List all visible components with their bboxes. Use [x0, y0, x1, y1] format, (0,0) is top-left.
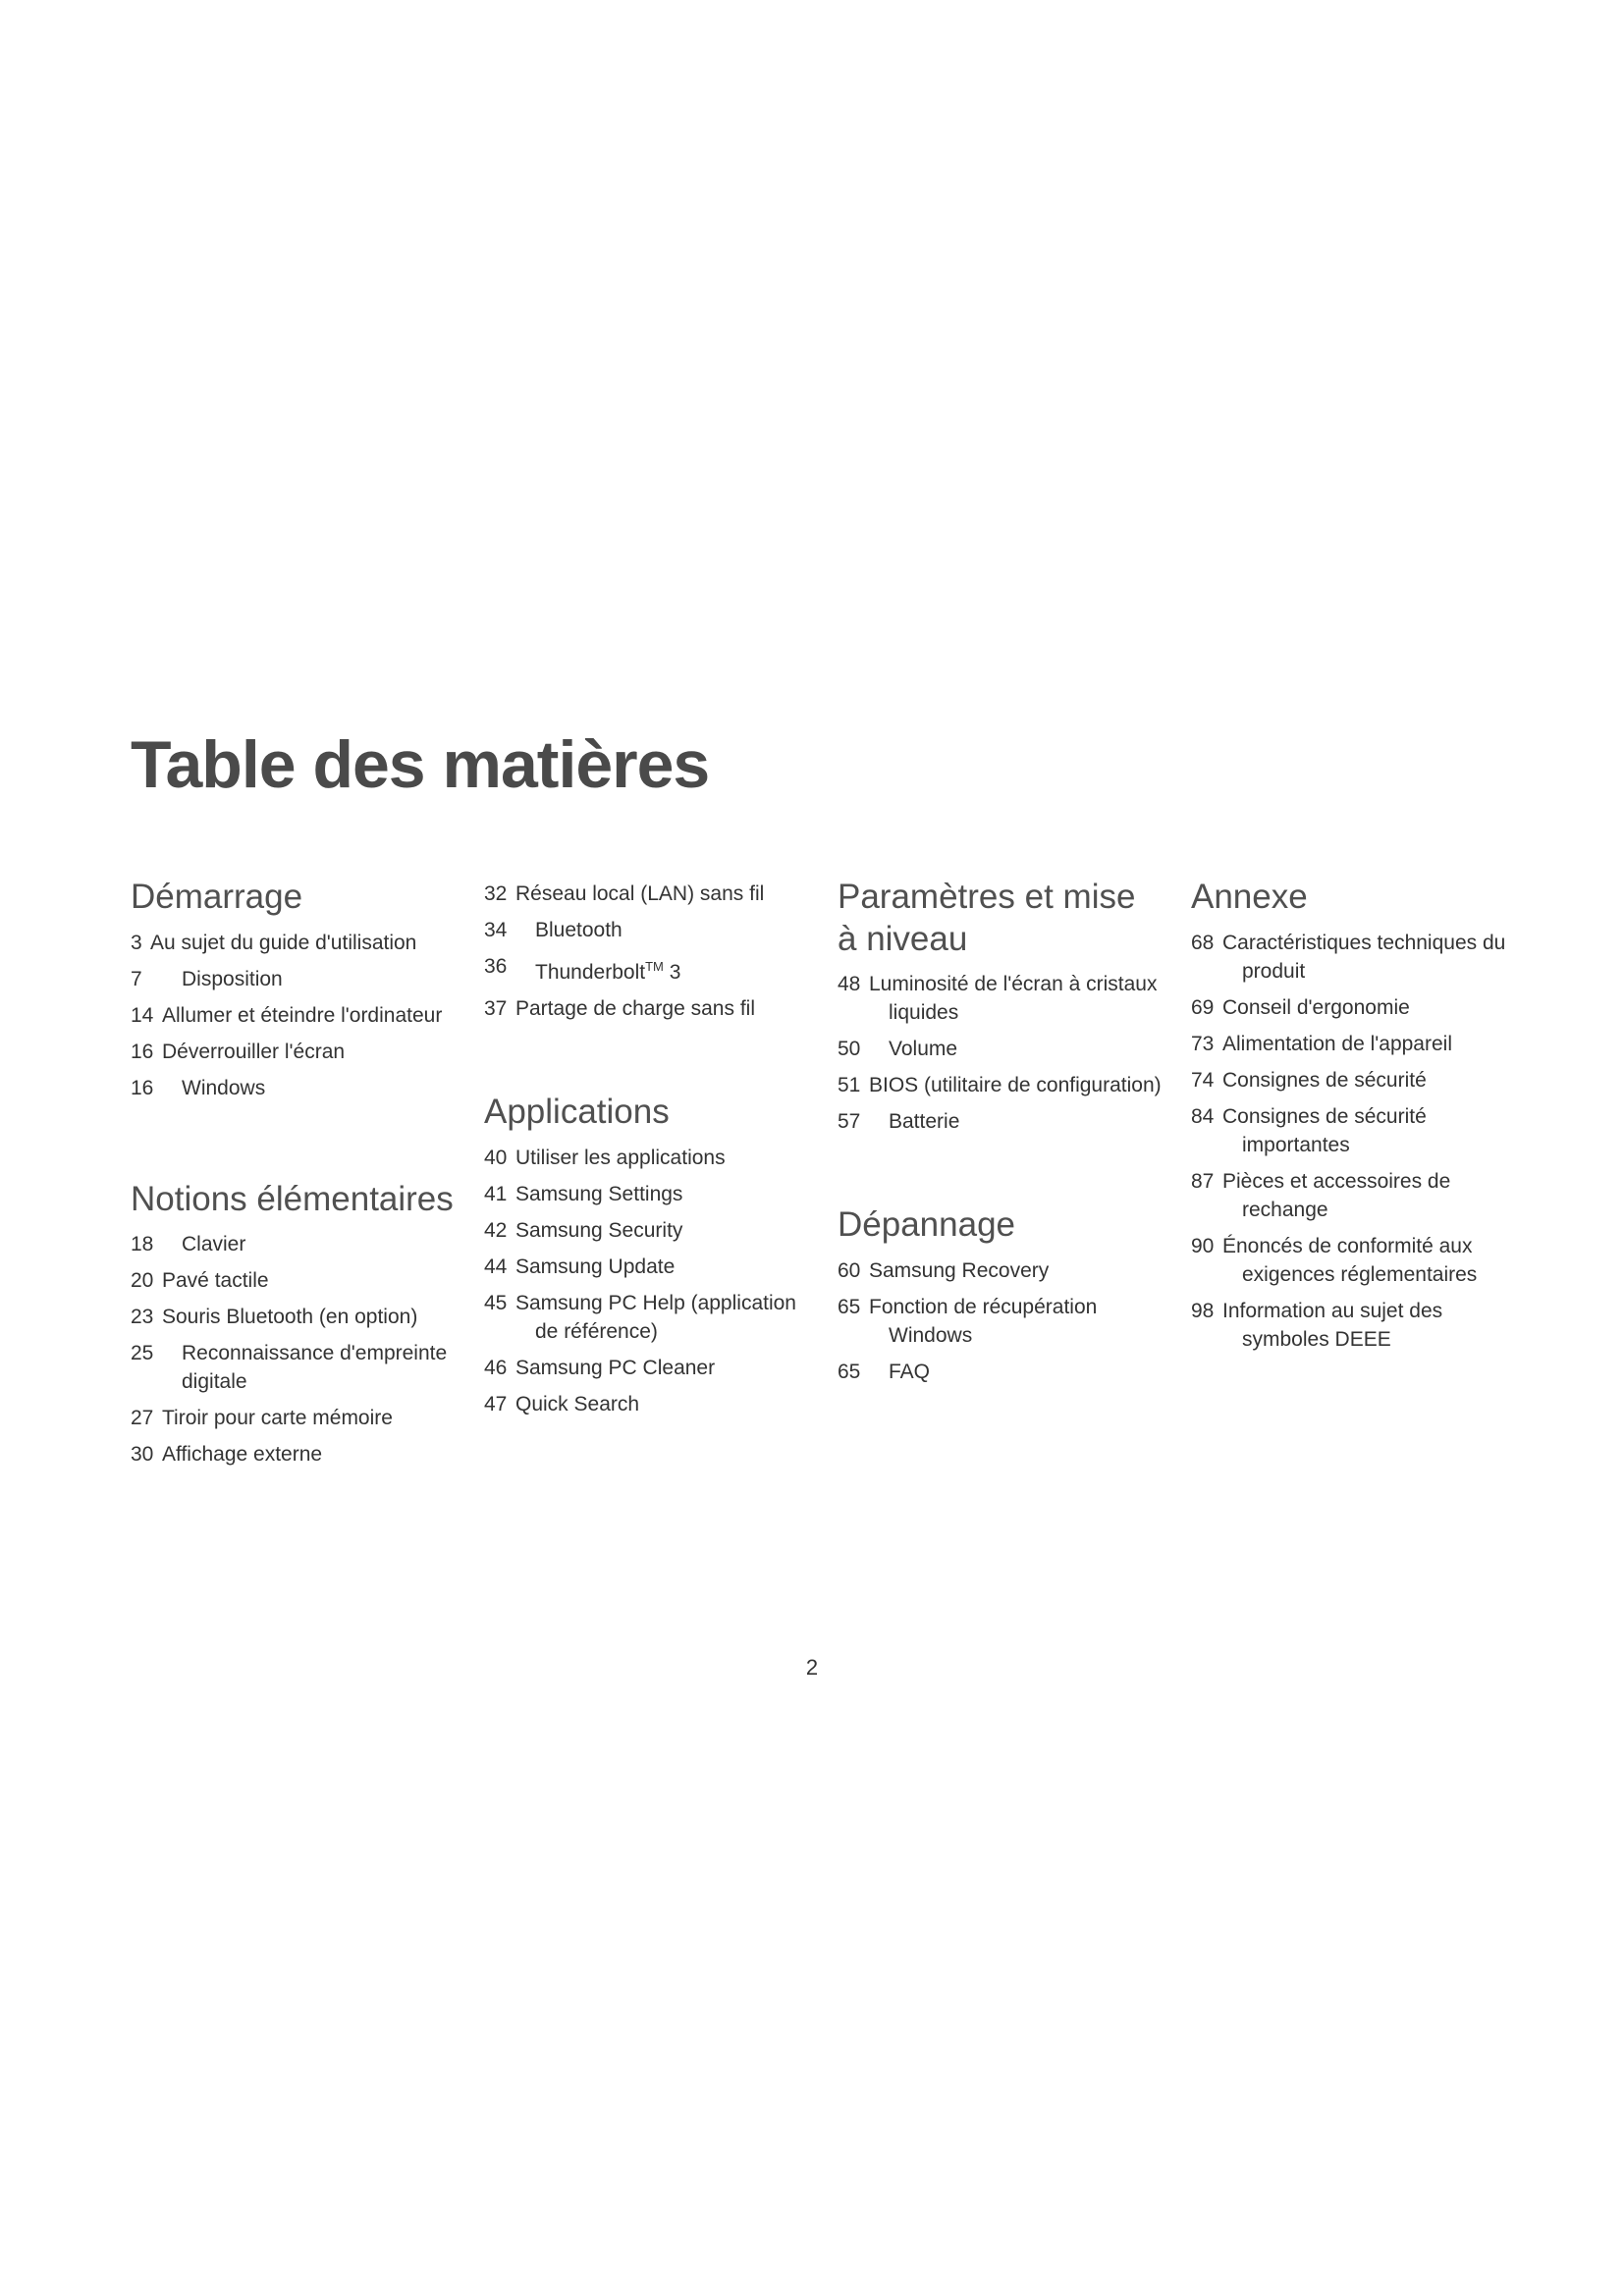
toc-entry-label-wrap — [484, 1180, 808, 1208]
toc-entry-label-wrap — [1191, 993, 1515, 1022]
toc-entry[interactable] — [484, 1354, 808, 1382]
toc-entry[interactable] — [131, 1440, 455, 1468]
toc-entry-label: Alimentation de l'appareil — [1222, 1032, 1452, 1055]
toc-entry-label: Information au sujet des symboles DEEE — [1222, 1299, 1443, 1351]
toc-entry-label: Consignes de sécurité — [1222, 1068, 1427, 1092]
toc-entry[interactable] — [484, 1216, 808, 1245]
toc-entry-page: 25 — [131, 1342, 154, 1365]
toc-entry-label-wrap — [838, 1293, 1162, 1350]
toc-entry[interactable] — [484, 1180, 808, 1208]
toc-entry[interactable] — [1191, 1066, 1515, 1095]
toc-entry-label-wrap — [484, 916, 808, 944]
toc-entry-label-wrap — [484, 1354, 808, 1382]
toc-entry-label: Utiliser les applications — [515, 1146, 726, 1169]
toc-entry-label-wrap — [838, 1107, 1162, 1136]
toc-entry-page: 16 — [131, 1040, 154, 1063]
toc-entry-page: 20 — [131, 1269, 154, 1293]
toc-entry-page: 84 — [1191, 1104, 1215, 1128]
toc-entry-page: 74 — [1191, 1068, 1215, 1092]
toc-entry-page: 36 — [484, 955, 508, 978]
toc-entry-page: 44 — [484, 1255, 508, 1278]
toc-entry-page: 27 — [131, 1407, 154, 1430]
toc-entry-label-wrap — [484, 1144, 808, 1172]
toc-entry-label: FAQ — [889, 1361, 931, 1384]
toc-section — [838, 877, 1162, 1136]
toc-entry-page: 69 — [1191, 995, 1215, 1019]
toc-entry-label: Samsung Update — [515, 1255, 676, 1278]
toc-entry-label-wrap — [131, 1074, 455, 1102]
toc-entry[interactable] — [1191, 1102, 1515, 1159]
toc-section — [484, 1092, 808, 1418]
toc-entry-label: Disposition — [182, 967, 283, 990]
toc-entry[interactable] — [838, 1107, 1162, 1136]
toc-entry-page: 30 — [131, 1443, 154, 1467]
toc-entry-page: 18 — [131, 1233, 154, 1256]
toc-section — [1191, 877, 1515, 1354]
toc-entry-page: 7 — [131, 967, 142, 990]
toc-entry-label-wrap — [131, 965, 455, 993]
toc-entry-label: Conseil d'ergonomie — [1222, 995, 1410, 1019]
toc-entry-page: 47 — [484, 1392, 508, 1415]
section-heading: Démarrage — [131, 878, 303, 916]
toc-entry-page: 37 — [484, 997, 508, 1020]
toc-entry-label: Au sujet du guide d'utilisation — [150, 931, 417, 954]
toc-entry[interactable] — [1191, 1030, 1515, 1058]
toc-section — [838, 1204, 1162, 1386]
toc-entry-label-wrap — [131, 1440, 455, 1468]
toc-entry-page: 34 — [484, 919, 508, 941]
toc-entry-page: 16 — [131, 1076, 154, 1099]
toc-entry[interactable] — [484, 952, 808, 987]
toc-entry-page: 45 — [484, 1291, 508, 1314]
toc-entry-label-wrap — [838, 1071, 1162, 1099]
toc-entry-label: Déverrouiller l'écran — [162, 1040, 346, 1063]
toc-entry-label-wrap — [1191, 929, 1515, 986]
toc-entry[interactable] — [838, 1035, 1162, 1063]
toc-entry-label: Pièces et accessoires de rechange — [1222, 1169, 1451, 1221]
section-heading: Dépannage — [838, 1205, 1015, 1245]
toc-entry[interactable] — [484, 880, 808, 908]
section-heading: Applications — [484, 1093, 670, 1131]
toc-entry[interactable] — [484, 916, 808, 944]
toc-entry-label: Samsung PC Help (application de référence) — [515, 1291, 796, 1343]
toc-entry-page: 32 — [484, 882, 508, 905]
toc-entry-page: 65 — [838, 1361, 861, 1384]
toc-entry-page: 65 — [838, 1296, 861, 1319]
toc-entry-label: Luminosité de l'écran à cristaux liquides — [869, 973, 1158, 1025]
toc-entry-page: 60 — [838, 1259, 861, 1283]
toc-entry-page: 23 — [131, 1306, 154, 1329]
toc-entry-label-wrap — [838, 970, 1162, 1027]
toc-entry-page: 98 — [1191, 1299, 1215, 1322]
toc-entry-label: Tiroir pour carte mémoire — [162, 1407, 393, 1430]
section-heading: Annexe — [1191, 878, 1308, 916]
toc-entry-label: Thunderbolt — [535, 961, 646, 984]
toc-entry-page: 46 — [484, 1356, 508, 1379]
toc-entry[interactable] — [484, 1390, 808, 1418]
toc-column-2 — [484, 880, 808, 1426]
toc-entry-page: 42 — [484, 1218, 508, 1242]
toc-entry-label: Windows — [182, 1076, 266, 1099]
toc-entry[interactable] — [838, 1071, 1162, 1099]
toc-entry-label: Caractéristiques techniques du produit — [1222, 931, 1506, 983]
toc-entry-label: Reconnaissance d'empreinte digitale — [182, 1342, 448, 1394]
toc-entry-label-wrap — [838, 1256, 1162, 1285]
toc-entry[interactable] — [131, 1230, 455, 1258]
toc-entry[interactable] — [838, 1293, 1162, 1350]
toc-entry-label-wrap — [1191, 1066, 1515, 1095]
toc-entry-label-wrap — [131, 1404, 455, 1432]
toc-entry-label: Bluetooth — [535, 919, 623, 941]
toc-entry-label-wrap — [484, 994, 808, 1023]
toc-entry-label-wrap — [484, 1253, 808, 1281]
toc-entry[interactable] — [1191, 929, 1515, 986]
toc-entry-label-wrap — [484, 1289, 808, 1346]
toc-entry-page: 48 — [838, 973, 861, 996]
toc-entry[interactable] — [484, 1253, 808, 1281]
toc-entry-label-wrap — [131, 1339, 455, 1396]
toc-entry[interactable] — [131, 1001, 455, 1030]
section-heading: Paramètres et mise à niveau — [838, 878, 1136, 958]
toc-entry-page: 50 — [838, 1038, 861, 1061]
toc-entry-label-wrap — [484, 880, 808, 908]
toc-entry-page: 73 — [1191, 1032, 1215, 1055]
page-title: Table des matières — [131, 727, 710, 802]
toc-entry[interactable] — [1191, 1297, 1515, 1354]
toc-entry-page: 68 — [1191, 931, 1215, 954]
toc-entry[interactable] — [131, 1038, 455, 1066]
toc-entry-label: Volume — [889, 1038, 958, 1061]
toc-entry-label-wrap — [1191, 1102, 1515, 1159]
toc-entry-label: Pavé tactile — [162, 1269, 269, 1293]
toc-entry-label: Samsung PC Cleaner — [515, 1356, 716, 1379]
toc-entry-label: Samsung Recovery — [869, 1259, 1050, 1283]
toc-entry[interactable] — [484, 1289, 808, 1346]
toc-entry-label-wrap — [1191, 1030, 1515, 1058]
toc-entry[interactable] — [484, 1144, 808, 1172]
toc-entry[interactable] — [838, 1256, 1162, 1285]
toc-entry-label-wrap — [484, 952, 808, 987]
toc-section — [131, 1179, 455, 1469]
toc-entry-label-wrap — [1191, 1297, 1515, 1354]
section-heading: Notions élémentaires — [131, 1179, 454, 1218]
toc-entry[interactable] — [131, 929, 455, 957]
toc-entry-label: BIOS (utilitaire de configuration) — [869, 1074, 1162, 1097]
toc-entry-label-wrap — [1191, 1232, 1515, 1289]
toc-entry-label-wrap — [1191, 1167, 1515, 1224]
toc-entry[interactable] — [131, 965, 455, 993]
toc-entry-label-wrap — [838, 1035, 1162, 1063]
toc-entry-label: Partage de charge sans fil — [515, 997, 755, 1020]
toc-entry-label-wrap — [131, 929, 455, 957]
toc-entry[interactable] — [131, 1074, 455, 1102]
toc-entry-page: 14 — [131, 1003, 154, 1027]
toc-entry-label: Samsung Settings — [515, 1182, 683, 1205]
toc-entry-label: Réseau local (LAN) sans fil — [515, 882, 765, 905]
toc-entry-label-wrap — [131, 1266, 455, 1295]
toc-entry-label: Affichage externe — [162, 1443, 323, 1467]
toc-entry-label-wrap — [131, 1038, 455, 1066]
toc-entry-label-wrap — [484, 1390, 808, 1418]
toc-entry-page: 3 — [131, 931, 142, 954]
toc-entry[interactable] — [1191, 1232, 1515, 1289]
toc-entry-label: Clavier — [182, 1233, 246, 1256]
toc-entry[interactable] — [1191, 993, 1515, 1022]
toc-entry[interactable] — [838, 970, 1162, 1027]
toc-entry-label-suffix: 3 — [663, 961, 681, 984]
toc-section — [484, 880, 808, 1023]
toc-entry-page: 87 — [1191, 1169, 1215, 1193]
toc-entry-page: 57 — [838, 1110, 861, 1134]
page-number: 2 — [805, 1655, 819, 1680]
toc-entry-label: Fonction de récupération Windows — [869, 1296, 1098, 1348]
toc-entry-page: 41 — [484, 1182, 508, 1205]
toc-entry-label: Consignes de sécurité importantes — [1222, 1104, 1427, 1156]
toc-entry-page: 40 — [484, 1146, 508, 1169]
toc-entry-label-wrap — [484, 1216, 808, 1245]
toc-entry-label-wrap — [131, 1001, 455, 1030]
toc-entry-label: Souris Bluetooth (en option) — [162, 1306, 418, 1329]
toc-column-1 — [131, 877, 455, 1476]
toc-entry[interactable] — [131, 1404, 455, 1432]
toc-section — [131, 877, 455, 1102]
toc-entry-label: Samsung Security — [515, 1218, 683, 1242]
toc-entry-label: Allumer et éteindre l'ordinateur — [162, 1003, 443, 1027]
trademark-mark: TM — [645, 959, 664, 974]
toc-entry-page: 51 — [838, 1074, 861, 1097]
toc-entry-label-wrap — [838, 1358, 1162, 1386]
toc-entry[interactable] — [131, 1339, 455, 1396]
toc-entry[interactable] — [838, 1358, 1162, 1386]
toc-entry[interactable] — [484, 994, 808, 1023]
toc-entry-label-wrap — [131, 1230, 455, 1258]
toc-entry-label: Batterie — [889, 1110, 960, 1134]
toc-entry-label-wrap — [131, 1303, 455, 1331]
toc-column-4 — [1191, 877, 1515, 1362]
toc-entry[interactable] — [1191, 1167, 1515, 1224]
toc-entry[interactable] — [131, 1303, 455, 1331]
toc-entry-label: Quick Search — [515, 1392, 640, 1415]
toc-column-3 — [838, 877, 1162, 1394]
toc-entry-label: Énoncés de conformité aux exigences réglementaires — [1222, 1234, 1478, 1286]
toc-entry-page: 90 — [1191, 1234, 1215, 1257]
toc-entry[interactable] — [131, 1266, 455, 1295]
